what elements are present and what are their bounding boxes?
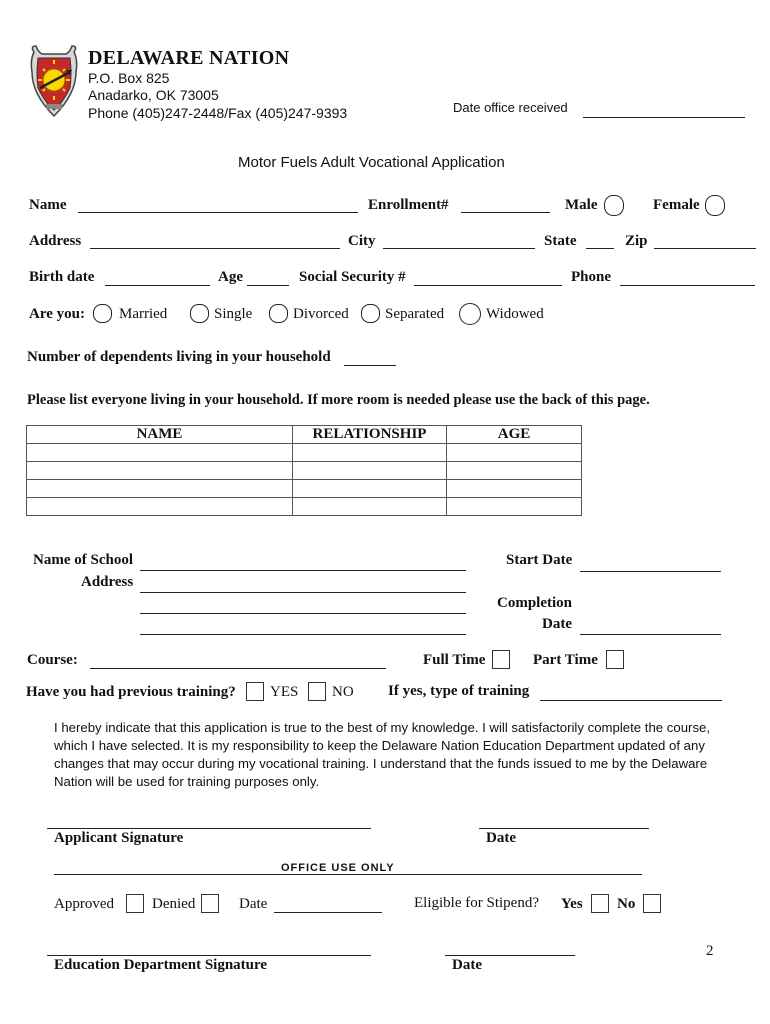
edu-date-line[interactable] — [445, 955, 575, 956]
col-header-age: AGE — [447, 426, 582, 444]
completion-label: Completion — [497, 595, 572, 611]
table-cell[interactable] — [293, 498, 447, 516]
start-date-label: Start Date — [506, 552, 573, 568]
office-use-heading: OFFICE USE ONLY — [281, 862, 395, 874]
office-date-field[interactable] — [274, 912, 382, 913]
zip-field[interactable] — [654, 248, 756, 249]
table-cell[interactable] — [27, 480, 293, 498]
table-cell[interactable] — [447, 444, 582, 462]
applicant-date-line[interactable] — [479, 828, 649, 829]
course-field[interactable] — [90, 668, 386, 669]
state-label: State — [544, 233, 577, 249]
applicant-date-label: Date — [486, 830, 516, 846]
zip-label: Zip — [625, 233, 648, 249]
dependents-field[interactable] — [344, 365, 396, 366]
widowed-label: Widowed — [486, 306, 544, 322]
table-cell[interactable] — [27, 498, 293, 516]
separated-label: Separated — [385, 306, 445, 322]
separated-radio[interactable] — [361, 304, 380, 323]
course-label: Course: — [27, 652, 78, 668]
eligible-stipend-label: Eligible for Stipend? — [414, 895, 539, 911]
school-name-field[interactable] — [140, 570, 466, 571]
are-you-label: Are you: — [29, 306, 85, 322]
table-cell[interactable] — [447, 480, 582, 498]
table-cell[interactable] — [447, 498, 582, 516]
previous-training-no-checkbox[interactable] — [308, 682, 326, 701]
office-date-label: Date — [239, 896, 268, 912]
full-time-label: Full Time — [423, 652, 486, 668]
school-address-field-2[interactable] — [140, 613, 466, 614]
previous-training-yes-label: YES — [270, 684, 299, 700]
birth-date-label: Birth date — [29, 269, 95, 285]
name-field[interactable] — [78, 212, 358, 213]
ssn-field[interactable] — [414, 285, 562, 286]
part-time-checkbox[interactable] — [606, 650, 624, 669]
table-cell[interactable] — [293, 462, 447, 480]
table-cell[interactable] — [293, 444, 447, 462]
declaration-text: I hereby indicate that this application is true to the best of my knowledge. I will satisfactorily complete the course, which I have selected. It is my responsibility to keep the Delaware Nation Education Department updated of any changes that may occur during my vocational training. I understand that the funds issued to me by the Delaware Nation will be used for training purposes only. — [54, 720, 711, 789]
single-radio[interactable] — [190, 304, 209, 323]
edu-signature-line[interactable] — [47, 955, 371, 956]
start-date-field[interactable] — [580, 571, 721, 572]
completion-date-field[interactable] — [580, 634, 721, 635]
birth-date-field[interactable] — [105, 285, 210, 286]
household-table — [26, 425, 582, 516]
previous-training-label: Have you had previous training? — [26, 684, 236, 700]
table-cell[interactable] — [293, 480, 447, 498]
approved-label: Approved — [54, 896, 114, 912]
denied-label: Denied — [152, 896, 196, 912]
address-field[interactable] — [90, 248, 340, 249]
part-time-label: Part Time — [533, 652, 598, 668]
table-cell[interactable] — [27, 462, 293, 480]
school-name-label: Name of School — [33, 552, 133, 568]
previous-training-no-label: NO — [332, 684, 354, 700]
phone-fax: Phone (405)247-2448/Fax (405)247-9393 — [88, 105, 348, 121]
address-line-1: P.O. Box 825 — [88, 70, 170, 86]
phone-label: Phone — [571, 269, 612, 285]
married-label: Married — [119, 306, 168, 322]
table-row — [27, 462, 582, 480]
type-of-training-field[interactable] — [540, 700, 722, 701]
enrollment-label: Enrollment# — [368, 197, 449, 213]
enrollment-field[interactable] — [461, 212, 550, 213]
table-cell[interactable] — [447, 462, 582, 480]
table-row — [27, 480, 582, 498]
address-label: Address — [29, 233, 82, 249]
edu-date-label: Date — [452, 957, 482, 973]
stipend-yes-label: Yes — [561, 896, 583, 912]
form-title: Motor Fuels Adult Vocational Application — [238, 154, 505, 171]
address-line-2: Anadarko, OK 73005 — [88, 87, 219, 103]
married-radio[interactable] — [93, 304, 112, 323]
age-field[interactable] — [247, 285, 289, 286]
date-received-line[interactable] — [583, 117, 745, 118]
table-row — [27, 498, 582, 516]
school-address-label: Address — [81, 574, 134, 590]
phone-field[interactable] — [620, 285, 755, 286]
completion-date-label: Date — [542, 616, 572, 632]
school-address-field-1[interactable] — [140, 592, 466, 593]
stipend-no-checkbox[interactable] — [643, 894, 661, 913]
full-time-checkbox[interactable] — [492, 650, 510, 669]
widowed-radio[interactable] — [459, 303, 481, 325]
female-label: Female — [653, 197, 700, 213]
table-row — [27, 444, 582, 462]
table-header-row — [27, 426, 582, 444]
dependents-label: Number of dependents living in your household — [27, 349, 331, 365]
divorced-label: Divorced — [293, 306, 349, 322]
ssn-label: Social Security # — [299, 269, 406, 285]
city-label: City — [348, 233, 376, 249]
divorced-radio[interactable] — [269, 304, 288, 323]
table-cell[interactable] — [27, 444, 293, 462]
approved-checkbox[interactable] — [126, 894, 144, 913]
female-radio[interactable] — [705, 195, 725, 216]
col-header-name: NAME — [27, 426, 293, 444]
page-number: 2 — [706, 943, 714, 959]
male-label: Male — [565, 197, 598, 213]
household-note: Please list everyone living in your household. If more room is needed please use the back of this page. — [27, 392, 650, 408]
age-label: Age — [218, 269, 243, 285]
name-label: Name — [29, 197, 67, 213]
denied-checkbox[interactable] — [201, 894, 219, 913]
type-of-training-label: If yes, type of training — [388, 683, 530, 699]
stipend-yes-checkbox[interactable] — [591, 894, 609, 913]
col-header-relationship: RELATIONSHIP — [293, 426, 447, 444]
org-name: DELAWARE NATION — [88, 47, 290, 69]
office-use-divider — [54, 874, 642, 875]
date-received-label: Date office received — [453, 100, 568, 115]
previous-training-yes-checkbox[interactable] — [246, 682, 264, 701]
male-radio[interactable] — [604, 195, 624, 216]
edu-signature-label: Education Department Signature — [54, 957, 268, 973]
applicant-signature-label: Applicant Signature — [54, 830, 184, 846]
city-field[interactable] — [383, 248, 535, 249]
single-label: Single — [214, 306, 253, 322]
state-field[interactable] — [586, 248, 614, 249]
delaware-nation-seal-logo — [26, 44, 82, 118]
stipend-no-label: No — [617, 896, 636, 912]
applicant-signature-line[interactable] — [47, 828, 371, 829]
school-address-field-3[interactable] — [140, 634, 466, 635]
